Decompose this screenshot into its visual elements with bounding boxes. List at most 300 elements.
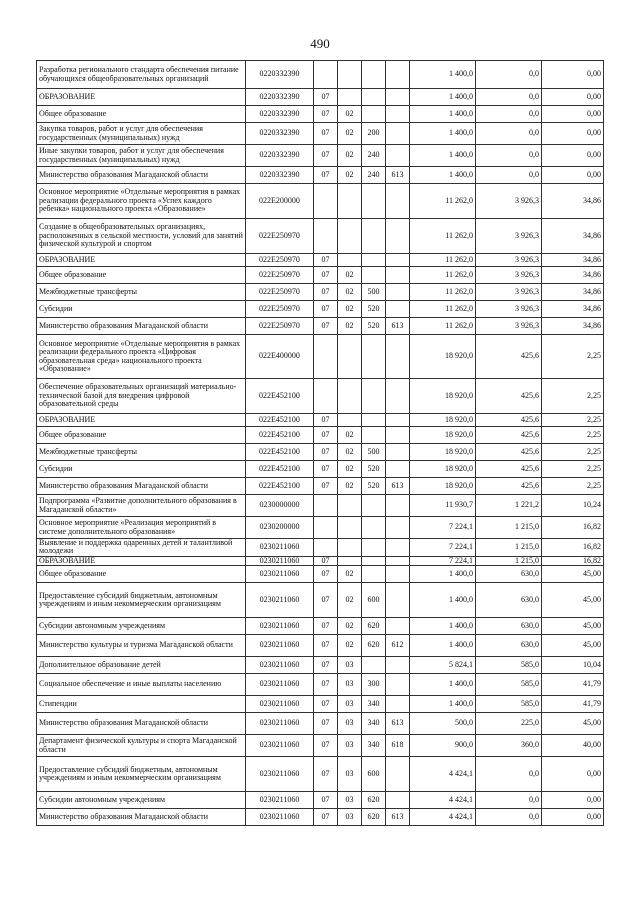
target-article-cell: 022E452100 bbox=[246, 461, 314, 478]
row-name-cell: Разработка регионального стандарта обеспечения питание обучающихся общеобразовательных организаций bbox=[37, 61, 246, 89]
administrator-cell bbox=[386, 618, 410, 635]
section-cell: 07 bbox=[314, 735, 338, 757]
target-article-cell: 0230211060 bbox=[246, 735, 314, 757]
execution-percent-cell: 34,86 bbox=[542, 254, 604, 267]
target-article-cell: 0230211060 bbox=[246, 583, 314, 618]
section-cell bbox=[314, 495, 338, 517]
planned-amount-cell: 4 424,1 bbox=[410, 757, 476, 792]
target-article-cell: 0230000000 bbox=[246, 495, 314, 517]
planned-amount-cell: 1 400,0 bbox=[410, 123, 476, 145]
table-row bbox=[37, 566, 604, 583]
section-cell: 07 bbox=[314, 267, 338, 284]
actual-amount-cell: 585,0 bbox=[476, 696, 542, 713]
table-row bbox=[37, 301, 604, 318]
row-name-cell: Министерство образования Магаданской области bbox=[37, 478, 246, 495]
row-name-cell: Межбюджетные трансферты bbox=[37, 284, 246, 301]
target-article-cell: 022E250970 bbox=[246, 219, 314, 254]
actual-amount-cell: 1 215,0 bbox=[476, 556, 542, 565]
expense-type-cell: 620 bbox=[362, 809, 386, 826]
expense-type-cell: 520 bbox=[362, 318, 386, 335]
target-article-cell: 0230211060 bbox=[246, 757, 314, 792]
table-row bbox=[37, 809, 604, 826]
table-row bbox=[37, 635, 604, 657]
planned-amount-cell: 4 424,1 bbox=[410, 809, 476, 826]
row-name-cell: Предоставление субсидий бюджетным, автономным учреждениям и иным некоммерческим организациям bbox=[37, 757, 246, 792]
subsection-cell bbox=[338, 379, 362, 414]
expense-type-cell: 240 bbox=[362, 167, 386, 184]
actual-amount-cell: 425,6 bbox=[476, 427, 542, 444]
subsection-cell: 02 bbox=[338, 106, 362, 123]
execution-percent-cell: 16,82 bbox=[542, 539, 604, 557]
subsection-cell: 02 bbox=[338, 267, 362, 284]
expense-type-cell bbox=[362, 657, 386, 674]
planned-amount-cell: 11 262,0 bbox=[410, 219, 476, 254]
target-article-cell: 022E452100 bbox=[246, 427, 314, 444]
planned-amount-cell: 18 920,0 bbox=[410, 335, 476, 379]
execution-percent-cell: 16,82 bbox=[542, 517, 604, 539]
section-cell: 07 bbox=[314, 106, 338, 123]
row-name-cell: Закупка товаров, работ и услуг для обеспечения государственных (муниципальных) нужд bbox=[37, 123, 246, 145]
administrator-cell bbox=[386, 657, 410, 674]
actual-amount-cell: 3 926,3 bbox=[476, 301, 542, 318]
section-cell: 07 bbox=[314, 167, 338, 184]
actual-amount-cell: 425,6 bbox=[476, 414, 542, 427]
actual-amount-cell: 585,0 bbox=[476, 674, 542, 696]
table-row bbox=[37, 219, 604, 254]
row-name-cell: Предоставление субсидий бюджетным, автономным учреждениям и иным некоммерческим организациям bbox=[37, 583, 246, 618]
table-row bbox=[37, 792, 604, 809]
table-row bbox=[37, 427, 604, 444]
expense-type-cell bbox=[362, 414, 386, 427]
execution-percent-cell: 0,00 bbox=[542, 89, 604, 106]
target-article-cell: 0220332390 bbox=[246, 106, 314, 123]
execution-percent-cell: 41,79 bbox=[542, 674, 604, 696]
execution-percent-cell: 2,25 bbox=[542, 379, 604, 414]
subsection-cell: 03 bbox=[338, 735, 362, 757]
planned-amount-cell: 1 400,0 bbox=[410, 145, 476, 167]
actual-amount-cell: 1 215,0 bbox=[476, 517, 542, 539]
administrator-cell: 613 bbox=[386, 318, 410, 335]
target-article-cell: 022E250970 bbox=[246, 284, 314, 301]
row-name-cell: Общее образование bbox=[37, 267, 246, 284]
table-row bbox=[37, 556, 604, 565]
table-row bbox=[37, 539, 604, 557]
planned-amount-cell: 11 262,0 bbox=[410, 184, 476, 219]
planned-amount-cell: 500,0 bbox=[410, 713, 476, 735]
planned-amount-cell: 18 920,0 bbox=[410, 414, 476, 427]
actual-amount-cell: 0,0 bbox=[476, 145, 542, 167]
actual-amount-cell: 1 215,0 bbox=[476, 539, 542, 557]
administrator-cell: 613 bbox=[386, 713, 410, 735]
expense-type-cell: 600 bbox=[362, 583, 386, 618]
planned-amount-cell: 1 400,0 bbox=[410, 106, 476, 123]
subsection-cell bbox=[338, 254, 362, 267]
expense-type-cell bbox=[362, 89, 386, 106]
subsection-cell bbox=[338, 495, 362, 517]
expense-type-cell bbox=[362, 517, 386, 539]
row-name-cell: ОБРАЗОВАНИЕ bbox=[37, 89, 246, 106]
execution-percent-cell: 0,00 bbox=[542, 145, 604, 167]
expense-type-cell: 300 bbox=[362, 674, 386, 696]
execution-percent-cell: 45,00 bbox=[542, 635, 604, 657]
row-name-cell: Иные закупки товаров, работ и услуг для обеспечения государственных (муниципальных) нужд bbox=[37, 145, 246, 167]
subsection-cell: 02 bbox=[338, 284, 362, 301]
planned-amount-cell: 4 424,1 bbox=[410, 792, 476, 809]
subsection-cell: 02 bbox=[338, 318, 362, 335]
subsection-cell: 03 bbox=[338, 757, 362, 792]
target-article-cell: 0220332390 bbox=[246, 145, 314, 167]
execution-percent-cell: 34,86 bbox=[542, 301, 604, 318]
administrator-cell bbox=[386, 427, 410, 444]
administrator-cell bbox=[386, 219, 410, 254]
subsection-cell bbox=[338, 184, 362, 219]
target-article-cell: 022E250970 bbox=[246, 318, 314, 335]
subsection-cell bbox=[338, 414, 362, 427]
subsection-cell: 03 bbox=[338, 713, 362, 735]
execution-percent-cell: 0,00 bbox=[542, 123, 604, 145]
administrator-cell bbox=[386, 696, 410, 713]
expense-type-cell: 520 bbox=[362, 301, 386, 318]
planned-amount-cell: 1 400,0 bbox=[410, 583, 476, 618]
administrator-cell bbox=[386, 556, 410, 565]
section-cell: 07 bbox=[314, 713, 338, 735]
administrator-cell bbox=[386, 674, 410, 696]
target-article-cell: 022E250970 bbox=[246, 267, 314, 284]
section-cell: 07 bbox=[314, 674, 338, 696]
actual-amount-cell: 3 926,3 bbox=[476, 254, 542, 267]
section-cell: 07 bbox=[314, 792, 338, 809]
row-name-cell: Создание в общеобразовательных организациях, расположенных в сельской местности, условий для занятий физической культурой и спортом bbox=[37, 219, 246, 254]
administrator-cell bbox=[386, 106, 410, 123]
table-row bbox=[37, 254, 604, 267]
actual-amount-cell: 3 926,3 bbox=[476, 318, 542, 335]
administrator-cell bbox=[386, 123, 410, 145]
actual-amount-cell: 3 926,3 bbox=[476, 284, 542, 301]
row-name-cell: Министерство образования Магаданской области bbox=[37, 318, 246, 335]
administrator-cell: 613 bbox=[386, 478, 410, 495]
target-article-cell: 0230211060 bbox=[246, 809, 314, 826]
target-article-cell: 0220332390 bbox=[246, 167, 314, 184]
subsection-cell: 03 bbox=[338, 792, 362, 809]
target-article-cell: 022E452100 bbox=[246, 414, 314, 427]
administrator-cell bbox=[386, 89, 410, 106]
expense-type-cell: 500 bbox=[362, 284, 386, 301]
actual-amount-cell: 630,0 bbox=[476, 635, 542, 657]
section-cell: 07 bbox=[314, 89, 338, 106]
actual-amount-cell: 585,0 bbox=[476, 657, 542, 674]
expense-type-cell bbox=[362, 219, 386, 254]
target-article-cell: 0230211060 bbox=[246, 713, 314, 735]
execution-percent-cell: 2,25 bbox=[542, 444, 604, 461]
planned-amount-cell: 7 224,1 bbox=[410, 539, 476, 557]
planned-amount-cell: 1 400,0 bbox=[410, 618, 476, 635]
row-name-cell: Основное мероприятие «Отдельные мероприятия в рамках реализации федерального проекта «Цифровая образовательная среда» национального проекта «Образование» bbox=[37, 335, 246, 379]
planned-amount-cell: 11 262,0 bbox=[410, 301, 476, 318]
actual-amount-cell: 3 926,3 bbox=[476, 219, 542, 254]
expense-type-cell bbox=[362, 267, 386, 284]
row-name-cell: ОБРАЗОВАНИЕ bbox=[37, 254, 246, 267]
actual-amount-cell: 0,0 bbox=[476, 123, 542, 145]
actual-amount-cell: 425,6 bbox=[476, 444, 542, 461]
section-cell bbox=[314, 61, 338, 89]
budget-table bbox=[36, 60, 604, 826]
row-name-cell: Субсидии автономным учреждениям bbox=[37, 792, 246, 809]
expense-type-cell: 200 bbox=[362, 123, 386, 145]
target-article-cell: 022E200000 bbox=[246, 184, 314, 219]
section-cell: 07 bbox=[314, 318, 338, 335]
section-cell bbox=[314, 539, 338, 557]
execution-percent-cell: 40,00 bbox=[542, 735, 604, 757]
section-cell: 07 bbox=[314, 809, 338, 826]
subsection-cell: 02 bbox=[338, 618, 362, 635]
table-row bbox=[37, 696, 604, 713]
row-name-cell: Общее образование bbox=[37, 566, 246, 583]
expense-type-cell: 620 bbox=[362, 792, 386, 809]
section-cell: 07 bbox=[314, 427, 338, 444]
target-article-cell: 0230211060 bbox=[246, 539, 314, 557]
execution-percent-cell: 0,00 bbox=[542, 792, 604, 809]
section-cell bbox=[314, 379, 338, 414]
actual-amount-cell: 0,0 bbox=[476, 61, 542, 89]
target-article-cell: 022E250970 bbox=[246, 301, 314, 318]
subsection-cell bbox=[338, 89, 362, 106]
section-cell: 07 bbox=[314, 696, 338, 713]
planned-amount-cell: 1 400,0 bbox=[410, 566, 476, 583]
row-name-cell: Общее образование bbox=[37, 106, 246, 123]
expense-type-cell: 520 bbox=[362, 461, 386, 478]
section-cell: 07 bbox=[314, 123, 338, 145]
planned-amount-cell: 11 262,0 bbox=[410, 318, 476, 335]
table-row bbox=[37, 495, 604, 517]
section-cell: 07 bbox=[314, 444, 338, 461]
actual-amount-cell: 0,0 bbox=[476, 792, 542, 809]
administrator-cell: 612 bbox=[386, 635, 410, 657]
target-article-cell: 022E452100 bbox=[246, 379, 314, 414]
subsection-cell: 02 bbox=[338, 635, 362, 657]
subsection-cell: 02 bbox=[338, 478, 362, 495]
section-cell: 07 bbox=[314, 566, 338, 583]
table-row bbox=[37, 379, 604, 414]
section-cell: 07 bbox=[314, 478, 338, 495]
table-row bbox=[37, 267, 604, 284]
section-cell bbox=[314, 517, 338, 539]
table-row bbox=[37, 184, 604, 219]
section-cell: 07 bbox=[314, 301, 338, 318]
table-row bbox=[37, 318, 604, 335]
section-cell: 07 bbox=[314, 461, 338, 478]
expense-type-cell bbox=[362, 379, 386, 414]
target-article-cell: 0230211060 bbox=[246, 618, 314, 635]
planned-amount-cell: 18 920,0 bbox=[410, 444, 476, 461]
expense-type-cell bbox=[362, 495, 386, 517]
planned-amount-cell: 1 400,0 bbox=[410, 167, 476, 184]
table-row bbox=[37, 583, 604, 618]
execution-percent-cell: 45,00 bbox=[542, 583, 604, 618]
planned-amount-cell: 18 920,0 bbox=[410, 478, 476, 495]
execution-percent-cell: 0,00 bbox=[542, 167, 604, 184]
table-row bbox=[37, 61, 604, 89]
subsection-cell: 03 bbox=[338, 657, 362, 674]
execution-percent-cell: 34,86 bbox=[542, 219, 604, 254]
actual-amount-cell: 3 926,3 bbox=[476, 184, 542, 219]
administrator-cell bbox=[386, 461, 410, 478]
row-name-cell: Межбюджетные трансферты bbox=[37, 444, 246, 461]
target-article-cell: 0230211060 bbox=[246, 674, 314, 696]
row-name-cell: Основное мероприятие «Отдельные мероприятия в рамках реализации федерального проекта «Успех каждого ребенка» национального проекта «Образование» bbox=[37, 184, 246, 219]
subsection-cell: 02 bbox=[338, 461, 362, 478]
row-name-cell: Субсидии автономным учреждениям bbox=[37, 618, 246, 635]
row-name-cell: ОБРАЗОВАНИЕ bbox=[37, 414, 246, 427]
administrator-cell bbox=[386, 301, 410, 318]
subsection-cell bbox=[338, 335, 362, 379]
row-name-cell: Стипендии bbox=[37, 696, 246, 713]
table-row bbox=[37, 123, 604, 145]
table-row bbox=[37, 284, 604, 301]
section-cell bbox=[314, 335, 338, 379]
row-name-cell: Субсидии bbox=[37, 301, 246, 318]
actual-amount-cell: 425,6 bbox=[476, 379, 542, 414]
row-name-cell: Выявление и поддержка одаренных детей и талантливой молодежи bbox=[37, 539, 246, 557]
administrator-cell: 613 bbox=[386, 809, 410, 826]
administrator-cell bbox=[386, 414, 410, 427]
execution-percent-cell: 0,00 bbox=[542, 809, 604, 826]
planned-amount-cell: 1 400,0 bbox=[410, 635, 476, 657]
administrator-cell bbox=[386, 495, 410, 517]
section-cell: 07 bbox=[314, 583, 338, 618]
table-row bbox=[37, 735, 604, 757]
actual-amount-cell: 3 926,3 bbox=[476, 267, 542, 284]
subsection-cell bbox=[338, 517, 362, 539]
row-name-cell: Министерство культуры и туризма Магаданской области bbox=[37, 635, 246, 657]
table-row bbox=[37, 713, 604, 735]
subsection-cell: 02 bbox=[338, 167, 362, 184]
planned-amount-cell: 7 224,1 bbox=[410, 517, 476, 539]
execution-percent-cell: 2,25 bbox=[542, 414, 604, 427]
section-cell: 07 bbox=[314, 635, 338, 657]
expense-type-cell bbox=[362, 184, 386, 219]
administrator-cell bbox=[386, 566, 410, 583]
target-article-cell: 022E250970 bbox=[246, 254, 314, 267]
row-name-cell: Департамент физической культуры и спорта Магаданской области bbox=[37, 735, 246, 757]
table-row bbox=[37, 444, 604, 461]
execution-percent-cell: 10,24 bbox=[542, 495, 604, 517]
expense-type-cell bbox=[362, 539, 386, 557]
administrator-cell bbox=[386, 267, 410, 284]
target-article-cell: 0230211060 bbox=[246, 635, 314, 657]
administrator-cell bbox=[386, 184, 410, 219]
actual-amount-cell: 360,0 bbox=[476, 735, 542, 757]
target-article-cell: 0230211060 bbox=[246, 657, 314, 674]
execution-percent-cell: 34,86 bbox=[542, 184, 604, 219]
table-row bbox=[37, 145, 604, 167]
execution-percent-cell: 34,86 bbox=[542, 318, 604, 335]
section-cell: 07 bbox=[314, 414, 338, 427]
table-row bbox=[37, 461, 604, 478]
planned-amount-cell: 11 262,0 bbox=[410, 284, 476, 301]
target-article-cell: 022E400000 bbox=[246, 335, 314, 379]
expense-type-cell: 620 bbox=[362, 635, 386, 657]
row-name-cell: Социальное обеспечение и иные выплаты населению bbox=[37, 674, 246, 696]
planned-amount-cell: 11 930,7 bbox=[410, 495, 476, 517]
table-row bbox=[37, 618, 604, 635]
administrator-cell: 618 bbox=[386, 735, 410, 757]
planned-amount-cell: 11 262,0 bbox=[410, 267, 476, 284]
section-cell: 07 bbox=[314, 657, 338, 674]
subsection-cell: 02 bbox=[338, 301, 362, 318]
administrator-cell bbox=[386, 757, 410, 792]
administrator-cell bbox=[386, 254, 410, 267]
target-article-cell: 022E452100 bbox=[246, 478, 314, 495]
row-name-cell: Подпрограмма «Развитие дополнительного образования в Магаданской области» bbox=[37, 495, 246, 517]
administrator-cell bbox=[386, 517, 410, 539]
table-row bbox=[37, 757, 604, 792]
administrator-cell bbox=[386, 284, 410, 301]
table-row bbox=[37, 89, 604, 106]
subsection-cell: 02 bbox=[338, 566, 362, 583]
subsection-cell: 02 bbox=[338, 123, 362, 145]
execution-percent-cell: 0,00 bbox=[542, 61, 604, 89]
target-article-cell: 0220332390 bbox=[246, 89, 314, 106]
actual-amount-cell: 0,0 bbox=[476, 89, 542, 106]
subsection-cell: 03 bbox=[338, 696, 362, 713]
planned-amount-cell: 1 400,0 bbox=[410, 696, 476, 713]
expense-type-cell bbox=[362, 556, 386, 565]
execution-percent-cell: 10,04 bbox=[542, 657, 604, 674]
table-row bbox=[37, 414, 604, 427]
administrator-cell bbox=[386, 539, 410, 557]
row-name-cell: Министерство образования Магаданской области bbox=[37, 713, 246, 735]
administrator-cell bbox=[386, 379, 410, 414]
target-article-cell: 0230200000 bbox=[246, 517, 314, 539]
table-row bbox=[37, 106, 604, 123]
execution-percent-cell: 41,79 bbox=[542, 696, 604, 713]
row-name-cell: ОБРАЗОВАНИЕ bbox=[37, 556, 246, 565]
section-cell: 07 bbox=[314, 556, 338, 565]
table-row bbox=[37, 478, 604, 495]
execution-percent-cell: 2,25 bbox=[542, 427, 604, 444]
actual-amount-cell: 1 221,2 bbox=[476, 495, 542, 517]
actual-amount-cell: 225,0 bbox=[476, 713, 542, 735]
target-article-cell: 0230211060 bbox=[246, 556, 314, 565]
planned-amount-cell: 1 400,0 bbox=[410, 674, 476, 696]
subsection-cell bbox=[338, 219, 362, 254]
expense-type-cell bbox=[362, 427, 386, 444]
administrator-cell bbox=[386, 444, 410, 461]
row-name-cell: Министерство образования Магаданской области bbox=[37, 809, 246, 826]
actual-amount-cell: 0,0 bbox=[476, 809, 542, 826]
target-article-cell: 022E452100 bbox=[246, 444, 314, 461]
expense-type-cell: 620 bbox=[362, 618, 386, 635]
planned-amount-cell: 900,0 bbox=[410, 735, 476, 757]
execution-percent-cell: 2,25 bbox=[542, 461, 604, 478]
actual-amount-cell: 0,0 bbox=[476, 757, 542, 792]
table-body bbox=[37, 61, 604, 826]
expense-type-cell bbox=[362, 106, 386, 123]
expense-type-cell: 500 bbox=[362, 444, 386, 461]
administrator-cell bbox=[386, 61, 410, 89]
table-row bbox=[37, 674, 604, 696]
row-name-cell: Дополнительное образование детей bbox=[37, 657, 246, 674]
subsection-cell: 02 bbox=[338, 145, 362, 167]
actual-amount-cell: 630,0 bbox=[476, 618, 542, 635]
target-article-cell: 0230211060 bbox=[246, 792, 314, 809]
section-cell: 07 bbox=[314, 284, 338, 301]
planned-amount-cell: 18 920,0 bbox=[410, 379, 476, 414]
actual-amount-cell: 630,0 bbox=[476, 583, 542, 618]
section-cell: 07 bbox=[314, 757, 338, 792]
table-row bbox=[37, 167, 604, 184]
execution-percent-cell: 2,25 bbox=[542, 335, 604, 379]
